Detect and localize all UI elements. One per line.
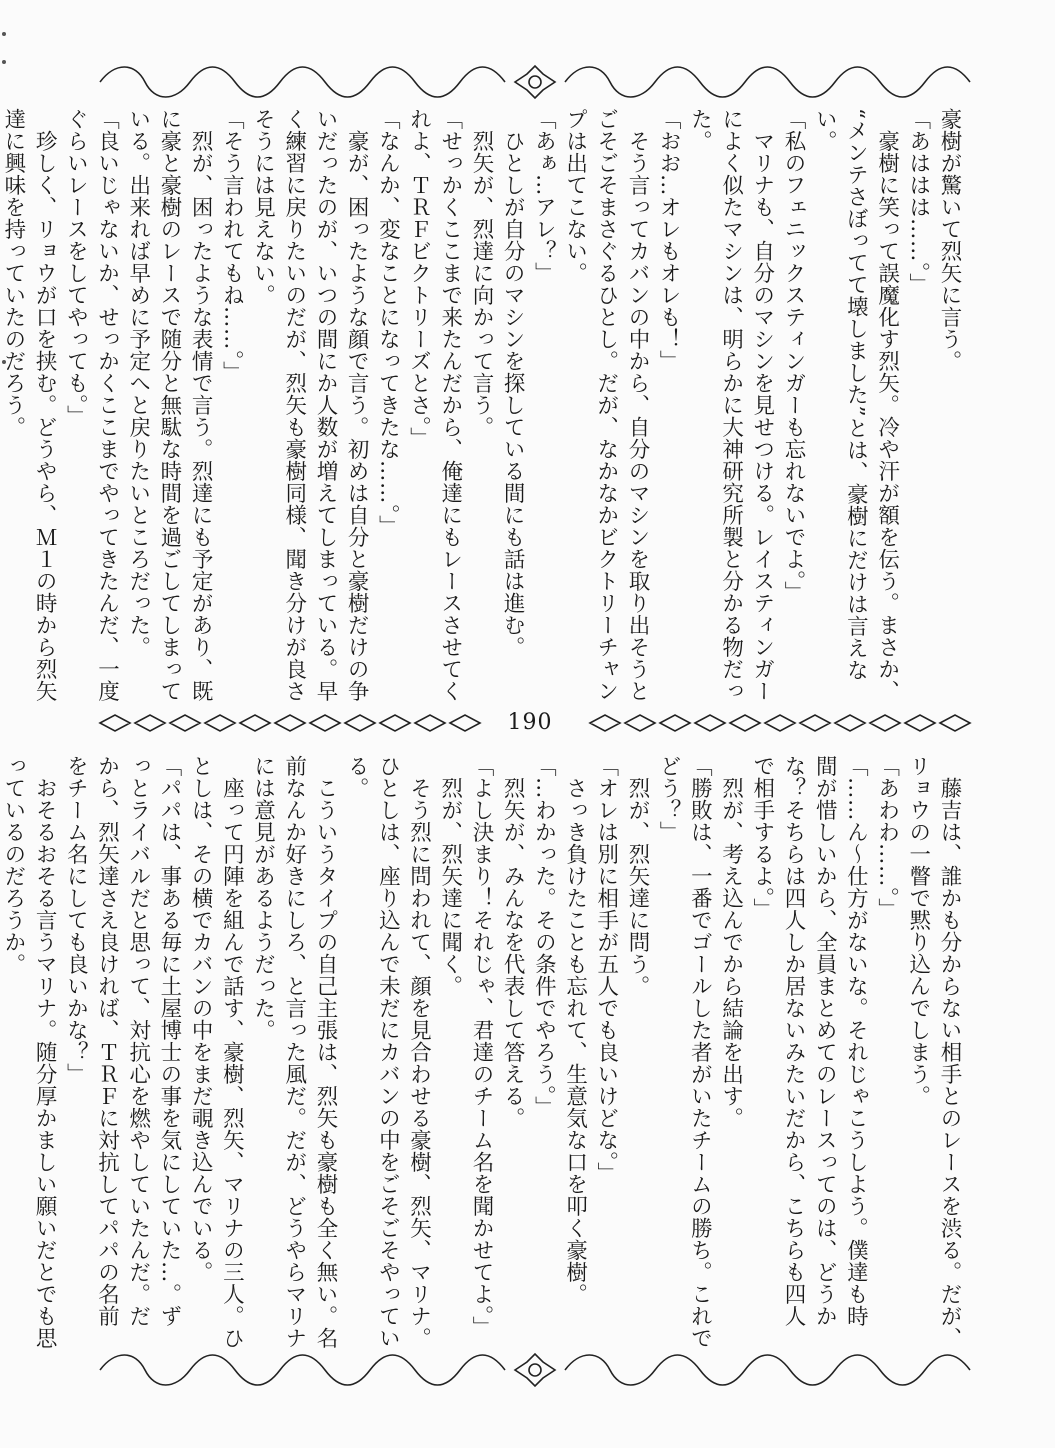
text-line: 烈が、烈矢達に聞く。 [437, 755, 463, 997]
text-line: プは出てこない。 [562, 108, 588, 284]
text-line: “メンテさぼってて壊しました”とは、豪樹にだけは言えな [843, 108, 869, 681]
text-line: 豪樹に笑って誤魔化す烈矢。冷や汗が額を伝う。まさか、 [874, 108, 900, 702]
bottom-text [0, 755, 965, 1349]
top-ornament-border [95, 62, 975, 102]
text-line: をチーム名にしても良いかな？」 [63, 755, 89, 1085]
text-line: そうには見えない。 [250, 108, 276, 306]
text-line: 間が惜しいから、全員まとめてのレースってのは、どうか [812, 755, 838, 1327]
text-line: 「勝敗は、一番でゴールした者がいたチームの勝ち。これで [687, 755, 713, 1349]
text-line: で相手するよ。」 [749, 755, 775, 921]
text-line: おそるおそる言うマリナ。随分厚かましい願いだとでも思 [32, 755, 58, 1349]
top-text-column [0, 108, 965, 702]
text-line: っとライバルだと思って、対抗心を燃やしていたんだ。だ [125, 755, 151, 1327]
text-line: ぐらいレースをしてやっても。」 [63, 108, 89, 428]
text-line: 「あわわ……。」 [874, 755, 900, 921]
text-line: 「あぁ…アレ？」 [531, 108, 557, 284]
text-line: 達に興味を持っていたのだろう。 [0, 108, 26, 438]
edge-dot [2, 32, 6, 36]
text-line: 藤吉は、誰かも分からない相手とのレースを渋る。だが、 [937, 755, 962, 1349]
text-line: れよ、ＴＲＦビクトリーズとさ。」 [406, 108, 432, 450]
text-line: ごそごそまさぐるひとし。だが、なかなかビクトリーチャン [593, 108, 619, 702]
scroll-ornament-icon [95, 62, 975, 102]
text-line: どう？」 [656, 755, 682, 843]
text-line: 「私のフェニックスティンガーも忘れないでよ。」 [780, 108, 806, 604]
text-line: 「そう言われてもね……。」 [219, 108, 245, 384]
text-line: に豪と豪樹のレースで随分と無駄な時間を過ごしてしまって [156, 108, 182, 702]
text-line: としは、その横でカバンの中をまだ覗き込んでいる。 [188, 755, 214, 1283]
text-line: によく似たマシンは、明らかに大神研究所製と分かる物だっ [718, 108, 744, 702]
text-line: 「…わかった。その条件でやろう。」 [531, 755, 557, 1119]
bottom-ornament-border [95, 1350, 975, 1390]
page-number: 190 [490, 708, 570, 738]
text-line: 「せっかくここまで来たんだから、俺達にもレースさせてく [437, 108, 463, 702]
text-line: 烈が、考え込んでから結論を出す。 [718, 755, 744, 1129]
text-line: こういうタイプの自己主張は、烈矢も豪樹も全く無い。名 [312, 755, 338, 1349]
text-line: っているのだろうか。 [0, 755, 26, 975]
text-line: さっき負けたことも忘れて、生意気な口を叩く豪樹。 [562, 755, 588, 1305]
text-line: い。 [812, 108, 838, 152]
text-line: 「パパは、事ある毎に土屋博士の事を気にしていた…。ず [156, 755, 182, 1327]
text-line: た。 [687, 108, 713, 152]
text-line: マリナも、自分のマシンを見せつける。レイスティンガー [749, 108, 775, 702]
top-text [0, 108, 965, 702]
text-line: リョウの一瞥で黙り込んでしまう。 [905, 755, 931, 1107]
text-line: 珍しく、リョウが口を挟む。どうやら、Ｍ１の時から烈矢 [32, 108, 58, 702]
text-line: いる。出来れば早めに予定へと戻りたいところだった。 [125, 108, 151, 658]
text-line: いだったのが、いつの間にか人数が増えてしまっている。早 [312, 108, 338, 702]
text-line: 烈が、困ったような表情で言う。烈達にも予定があり、既 [188, 108, 214, 702]
text-line: ひとしは、座り込んで未だにカバンの中をごそごそやってい [375, 755, 401, 1349]
text-line: から、烈矢達さえ良ければ、ＴＲＦに対抗してパパの名前 [94, 755, 120, 1327]
text-line: 烈矢が、烈達に向かって言う。 [468, 108, 494, 438]
text-line: ひとしが自分のマシンを探している間にも話は進む。 [500, 108, 526, 658]
edge-dot [2, 60, 6, 64]
text-line: 豪が、困ったような顔で言う。初めは自分と豪樹だけの争 [344, 108, 370, 702]
text-line: く練習に戻りたいのだが、烈矢も豪樹同様、聞き分けが良さ [281, 108, 307, 702]
text-line: 「……ん〜仕方がないな。それじゃこうしよう。僕達も時 [843, 755, 869, 1327]
text-line: そう言ってカバンの中から、自分のマシンを取り出そうと [624, 108, 650, 702]
text-line: 座って円陣を組んで話す、豪樹、烈矢、マリナの三人。ひ [219, 755, 245, 1349]
text-line: そう烈に問われて、顔を見合わせる豪樹、烈矢、マリナ。 [406, 755, 432, 1349]
text-line: には意見があるようだった。 [250, 755, 276, 1041]
text-line: 烈矢が、みんなを代表して答える。 [500, 755, 526, 1129]
bottom-text-column [0, 755, 965, 1349]
text-line: 「オレは別に相手が五人でも良いけどな。」 [593, 755, 619, 1185]
text-line: 「よし決まり！それじゃ、君達のチーム名を聞かせてよ。」 [468, 755, 494, 1339]
text-line: 「良いじゃないか、せっかくここまでやってきたんだ、一度 [94, 108, 120, 702]
text-line: 「なんか、変なことになってきたな……。」 [375, 108, 401, 538]
text-line: 前なんか好きにしろ、と言った風だ。だが、どうやらマリナ [281, 755, 307, 1349]
text-line: 烈が、烈矢達に問う。 [624, 755, 650, 997]
scroll-ornament-icon [95, 1350, 975, 1390]
text-line: 「あははは……。」 [905, 108, 931, 296]
text-line: る。 [344, 755, 370, 799]
text-line: 豪樹が驚いて烈矢に言う。 [937, 108, 962, 372]
text-line: な？そちらは四人しか居ないみたいだから、こちらも四人 [780, 755, 806, 1327]
text-line: 「おお…オレもオレも！」 [656, 108, 682, 372]
